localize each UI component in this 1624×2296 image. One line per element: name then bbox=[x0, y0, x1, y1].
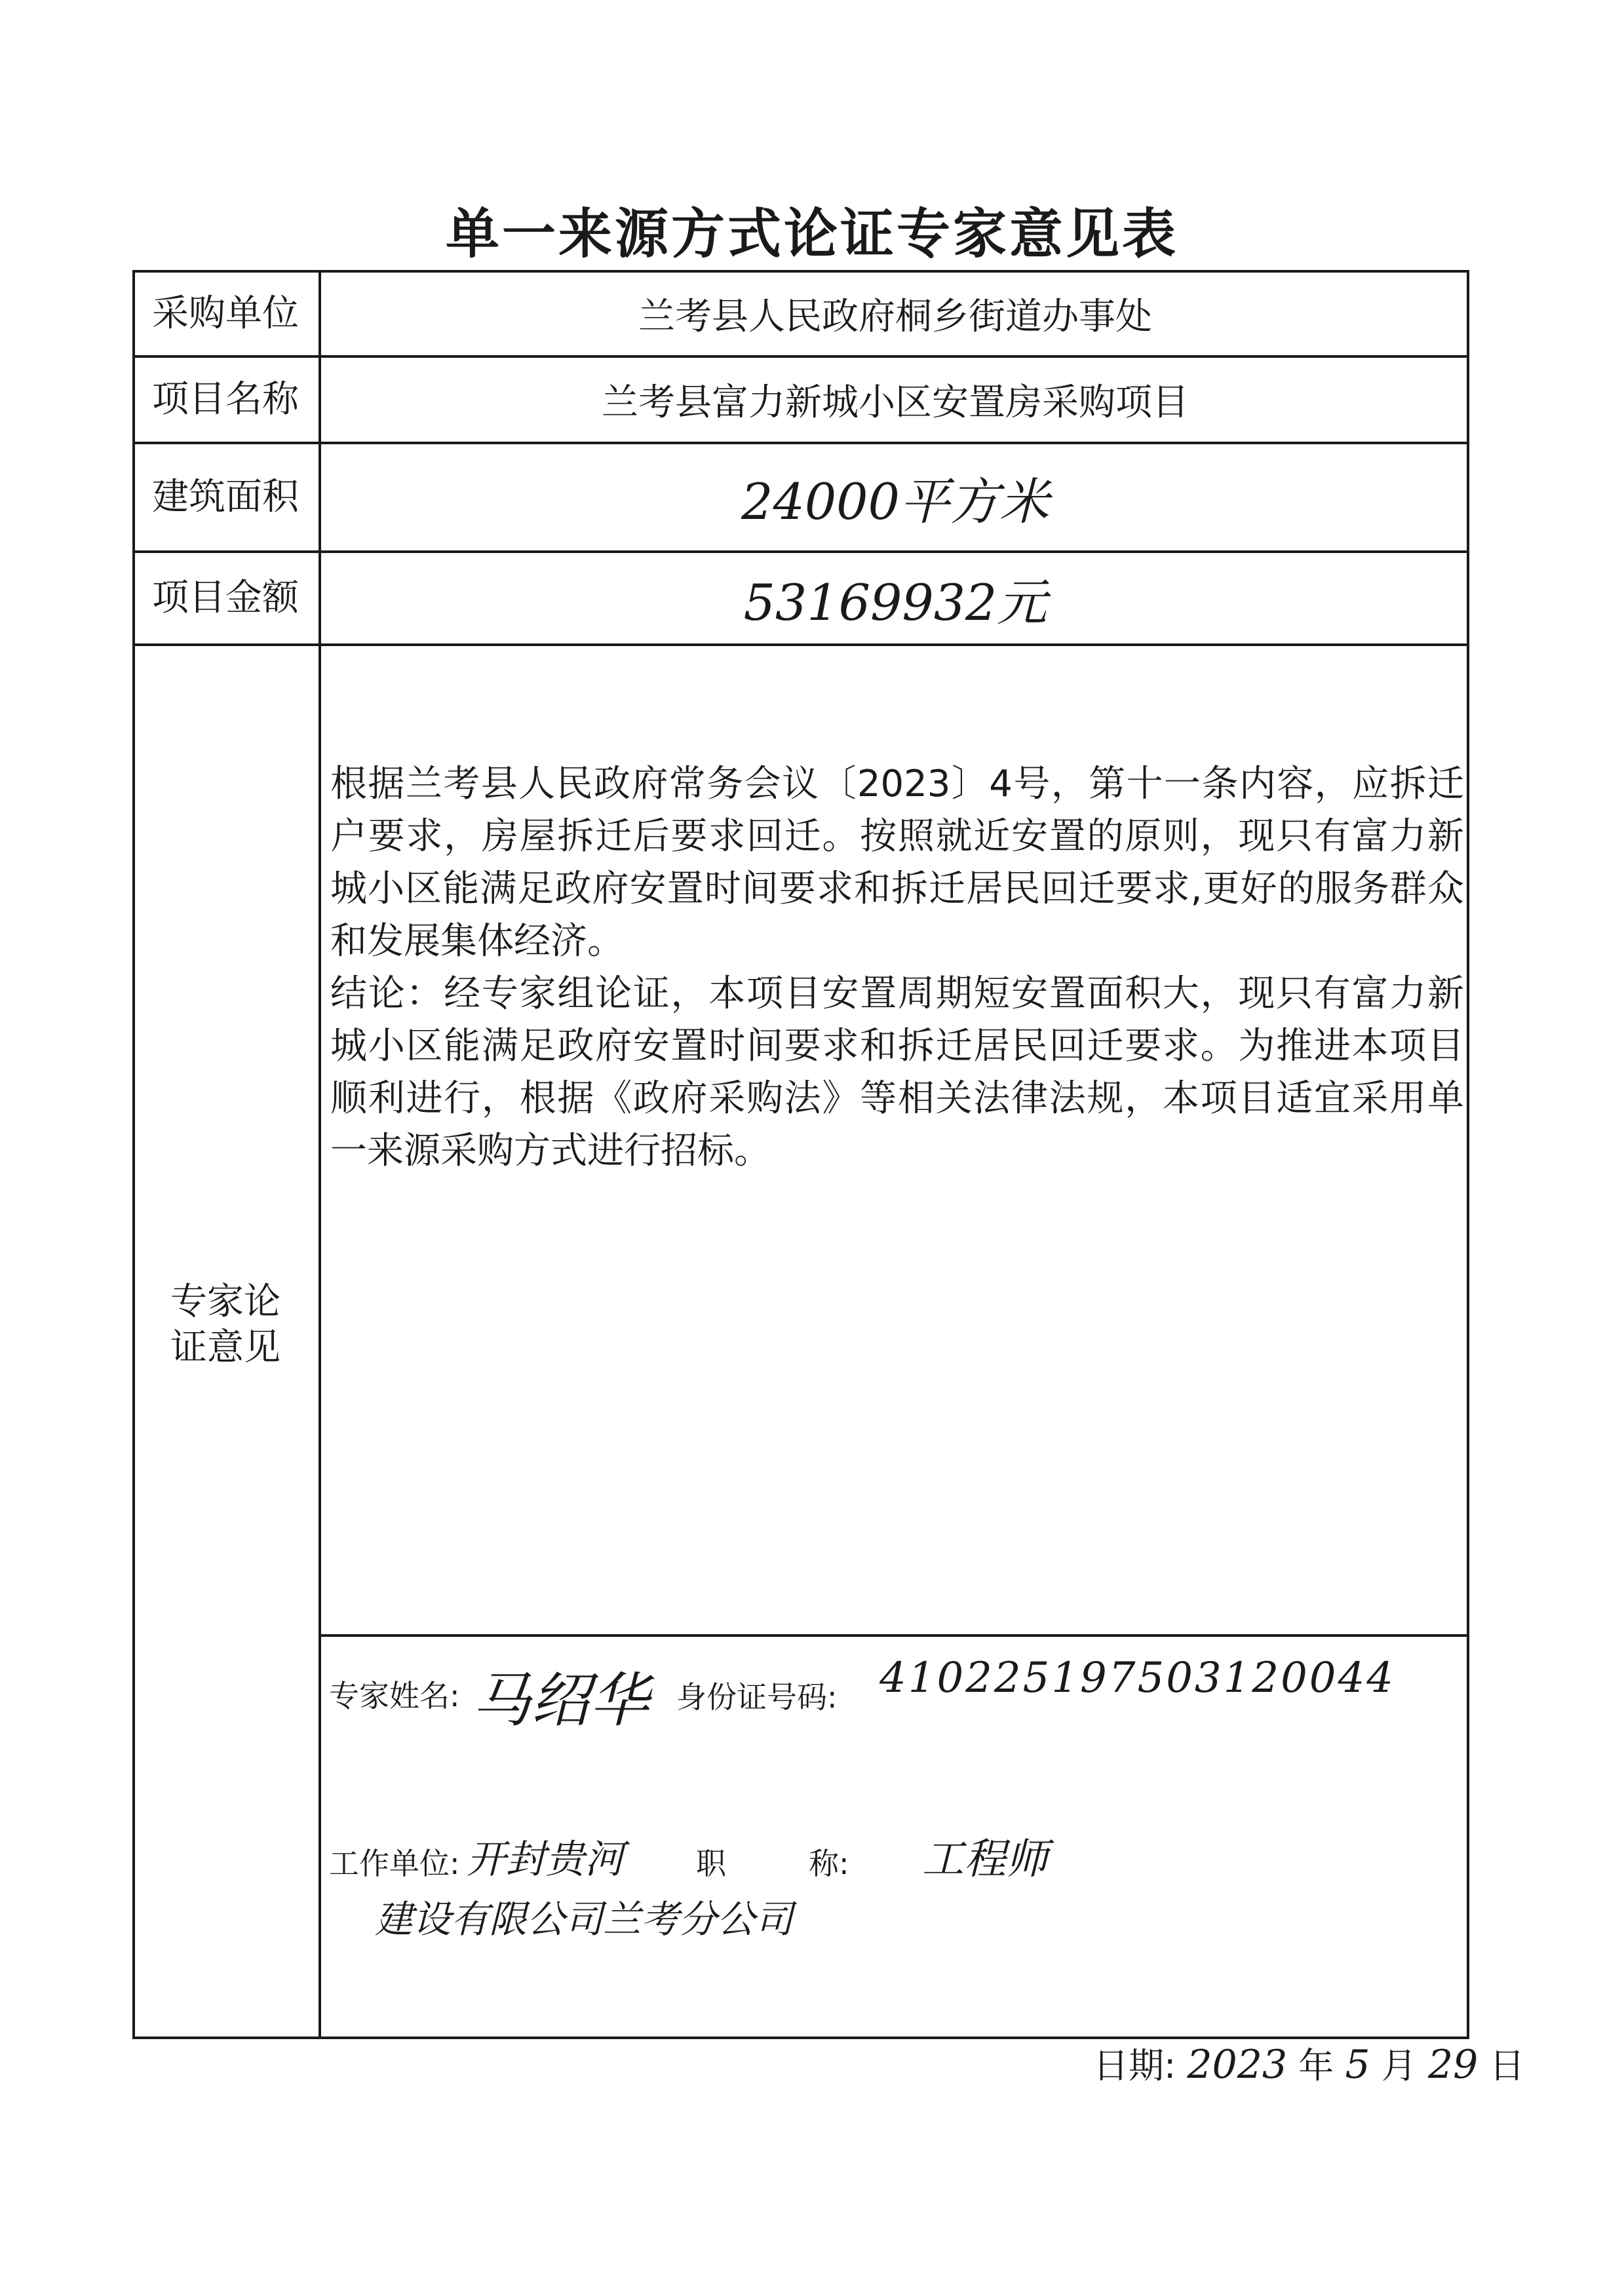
project-amount-label: 项目金额 bbox=[152, 577, 299, 619]
project-name-value: 兰考县富力新城小区安置房采购项目 bbox=[602, 381, 1189, 424]
date-day: 29 bbox=[1427, 2042, 1479, 2088]
title-label-part1: 职 bbox=[696, 1846, 726, 1881]
opinion-paragraph: 根据兰考县人民政府常务会议〔2023〕4号，第十一条内容，应拆迁户要求，房屋拆迁后要求回迁。按照就近安置的原则，现只有富力新城小区能满足政府安置时间要求和拆迁居民回迁要求,更好的服务群众和发展集体经济。 bbox=[330, 763, 1464, 963]
project-name-label: 项目名称 bbox=[152, 378, 299, 421]
date-year: 2023 bbox=[1187, 2042, 1288, 2088]
work-unit-value-line2: 建设有限公司兰考分公司 bbox=[375, 1897, 794, 1942]
signature-divider bbox=[321, 1634, 1469, 1637]
date-month-unit: 月 bbox=[1381, 2045, 1417, 2086]
id-number-label: 身份证号码: bbox=[676, 1679, 838, 1715]
purchaser-label: 采购单位 bbox=[152, 292, 299, 335]
row-divider bbox=[132, 643, 1469, 646]
title-label-part2: 称: bbox=[809, 1846, 849, 1881]
building-area-value: 24000平方米 bbox=[741, 472, 1049, 531]
opinion-conclusion: 结论：经专家组论证，本项目安置周期短安置面积大，现只有富力新城小区能满足政府安置时间要求和拆迁居民回迁要求。为推进本项目顺利进行，根据《政府采购法》等相关法律法规，本项目适宜采用单一来源采购方式进行招标。 bbox=[330, 972, 1464, 1172]
work-unit-label: 工作单位: bbox=[329, 1846, 460, 1881]
expert-opinion-label: 专家论证意见 bbox=[170, 1280, 280, 1369]
building-area-label: 建筑面积 bbox=[152, 476, 299, 518]
work-unit-value-line1: 开封贵河 bbox=[467, 1837, 624, 1883]
purchaser-value: 兰考县人民政府桐乡街道办事处 bbox=[638, 296, 1152, 338]
expert-name-signature: 马绍华 bbox=[472, 1666, 649, 1735]
page-title: 单一来源方式论证专家意见表 bbox=[445, 203, 1178, 265]
professional-title-value: 工程师 bbox=[922, 1835, 1048, 1884]
expert-opinion-text bbox=[330, 758, 1464, 1177]
project-amount-value: 53169932元 bbox=[743, 573, 1047, 632]
id-number-value: 410225197503120044 bbox=[880, 1654, 1395, 1702]
date-year-unit: 年 bbox=[1298, 2045, 1334, 2086]
date-day-unit: 日 bbox=[1489, 2045, 1525, 2086]
date-month: 5 bbox=[1345, 2042, 1370, 2088]
expert-name-label: 专家姓名: bbox=[329, 1678, 460, 1713]
date-line bbox=[1093, 2038, 1524, 2088]
date-label: 日期: bbox=[1093, 2045, 1176, 2086]
opinion-form-table bbox=[132, 270, 1469, 2039]
